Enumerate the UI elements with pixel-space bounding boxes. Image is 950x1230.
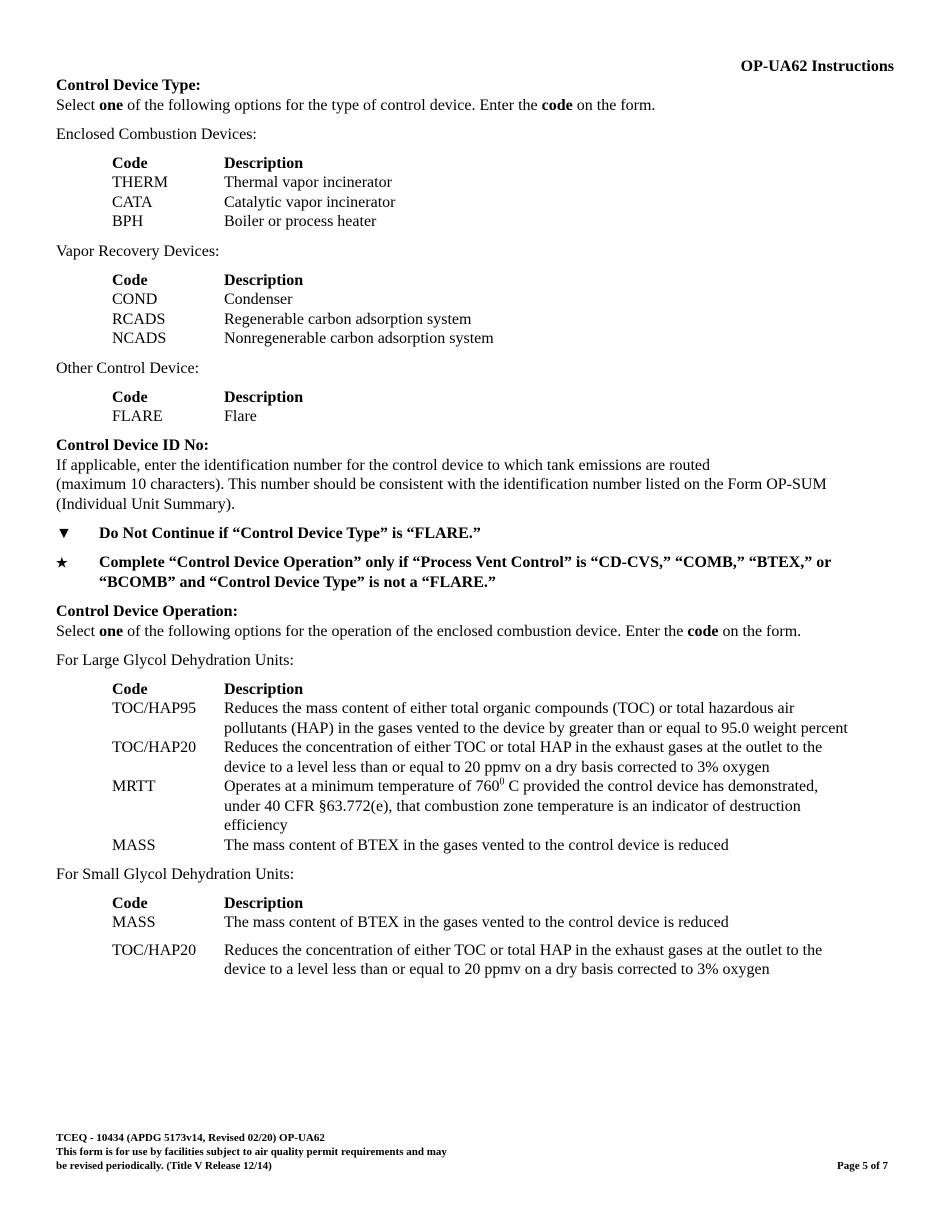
table-row xyxy=(112,329,494,349)
code-cell: MASS xyxy=(112,836,156,854)
desc-cell: Reduces the mass content of either total organic compounds (TOC) or total hazardous air pollutants (HAP) in the gases vented to the device by greater than or equal to 95.0 weight percent xyxy=(224,700,848,737)
code-table xyxy=(112,894,822,980)
page-footer xyxy=(56,1131,447,1173)
down-triangle-icon: ▼ xyxy=(56,525,72,542)
group-label: Other Control Device: xyxy=(56,360,200,377)
body-line: (maximum 10 characters). This number should be consistent with the identification number listed on the Form OP-SUM xyxy=(56,476,827,493)
col-code-header: Code xyxy=(112,680,148,698)
code-cell: CATA xyxy=(112,193,153,211)
desc-cell: Flare xyxy=(224,408,257,425)
col-desc-header: Description xyxy=(224,271,304,289)
section-heading: Control Device ID No: xyxy=(56,437,210,454)
table-row xyxy=(112,193,395,213)
table-row xyxy=(112,173,395,193)
code-table xyxy=(112,680,848,856)
col-desc-header: Description xyxy=(224,680,304,698)
code-cell: COND xyxy=(112,291,158,308)
star-notice-line: Complete “Control Device Operation” only if “Process Vent Control” is “CD-CVS,” “COMB,” “BTEX,” or xyxy=(99,554,832,571)
table-row xyxy=(112,738,848,777)
desc-cell: Condenser xyxy=(224,291,293,308)
table-row xyxy=(112,941,822,980)
group-label: For Large Glycol Dehydration Units: xyxy=(56,652,294,669)
table-row xyxy=(112,699,848,738)
code-cell: TOC/HAP95 xyxy=(112,700,197,717)
group-label: For Small Glycol Dehydration Units: xyxy=(56,866,295,883)
footer-line: This form is for use by facilities subject to air quality permit requirements and may xyxy=(56,1146,447,1158)
body-line: (Individual Unit Summary). xyxy=(56,495,236,513)
desc-cell: Nonregenerable carbon adsorption system xyxy=(224,330,494,347)
desc-cell: Catalytic vapor incinerator xyxy=(224,193,396,211)
table-row xyxy=(112,913,822,933)
section-heading: Control Device Operation: xyxy=(56,603,238,620)
code-cell: BPH xyxy=(112,213,144,230)
section-intro: Select one of the following options for the type of control device. Enter the code on the form. xyxy=(56,96,656,114)
code-cell: RCADS xyxy=(112,310,166,328)
group-label: Enclosed Combustion Devices: xyxy=(56,126,257,143)
group-vapor-recovery xyxy=(56,242,894,349)
desc-cell: The mass content of BTEX in the gases vented to the control device is reduced xyxy=(224,836,729,854)
desc-cell: Operates at a minimum temperature of $760^0$ C provided the control device has demonstrated, under 40 CFR §63.772(e), that combustion zone temperature is an indicator of destruction efficiency xyxy=(224,776,819,834)
stop-notice xyxy=(56,524,894,544)
col-desc-header: Description xyxy=(224,154,304,172)
col-code-header: Code xyxy=(112,894,148,912)
table-row xyxy=(112,212,395,232)
desc-cell: Boiler or process heater xyxy=(224,213,377,230)
col-desc-header: Description xyxy=(224,894,304,912)
code-table xyxy=(112,271,494,349)
desc-cell: Reduces the concentration of either TOC or total HAP in the exhaust gases at the outlet to the device to a level less than or equal to 20 ppmv on a dry basis corrected to 3% oxygen xyxy=(224,739,823,776)
code-cell: MRTT xyxy=(112,778,156,795)
code-cell: TOC/HAP20 xyxy=(112,941,197,959)
desc-cell: Reduces the concentration of either TOC or total HAP in the exhaust gases at the outlet to the device to a level less than or equal to 20 ppmv on a dry basis corrected to 3% oxygen xyxy=(224,941,823,978)
table-row xyxy=(112,290,494,310)
col-code-header: Code xyxy=(112,154,148,172)
code-table xyxy=(112,154,395,232)
group-large-glycol xyxy=(56,651,894,855)
desc-cell: Thermal vapor incinerator xyxy=(224,174,392,191)
table-row xyxy=(112,407,303,427)
col-desc-header: Description xyxy=(224,388,304,406)
group-enclosed-combustion xyxy=(56,125,894,232)
col-code-header: Code xyxy=(112,271,148,289)
code-cell: TOC/HAP20 xyxy=(112,739,197,756)
group-other-control xyxy=(56,359,894,427)
control-device-type-section xyxy=(56,76,894,115)
col-code-header: Code xyxy=(112,388,148,406)
page-number: Page 5 of 7 xyxy=(836,1160,888,1172)
table-row xyxy=(112,777,848,836)
table-row xyxy=(112,836,848,856)
control-device-id-section xyxy=(56,436,894,514)
code-table xyxy=(112,388,303,427)
footer-line: be revised periodically. (Title V Release 12/14) xyxy=(56,1160,272,1172)
code-cell: THERM xyxy=(112,174,168,191)
page-header-title: OP-UA62 Instructions xyxy=(740,58,894,75)
desc-cell: Regenerable carbon adsorption system xyxy=(224,310,472,328)
group-small-glycol xyxy=(56,865,894,980)
section-intro: Select one of the following options for the operation of the enclosed combustion device. Enter the code on the form. xyxy=(56,622,802,640)
code-cell: NCADS xyxy=(112,330,167,347)
group-label: Vapor Recovery Devices: xyxy=(56,243,220,260)
code-cell: FLARE xyxy=(112,408,163,425)
star-notice-line: “BCOMB” and “Control Device Type” is not a “FLARE.” xyxy=(99,573,496,591)
section-heading: Control Device Type: xyxy=(56,77,201,94)
stop-notice-text: Do Not Continue if “Control Device Type” is “FLARE.” xyxy=(99,525,481,542)
code-cell: MASS xyxy=(112,914,156,931)
body-line: If applicable, enter the identification number for the control device to which tank emissions are routed xyxy=(56,456,710,474)
table-row xyxy=(112,310,494,330)
star-notice xyxy=(56,553,894,592)
star-icon: ★ xyxy=(56,555,68,570)
desc-cell: The mass content of BTEX in the gases vented to the control device is reduced xyxy=(224,914,729,931)
footer-line: TCEQ - 10434 (APDG 5173v14, Revised 02/20) OP-UA62 xyxy=(56,1132,325,1144)
control-device-operation-section xyxy=(56,602,894,641)
